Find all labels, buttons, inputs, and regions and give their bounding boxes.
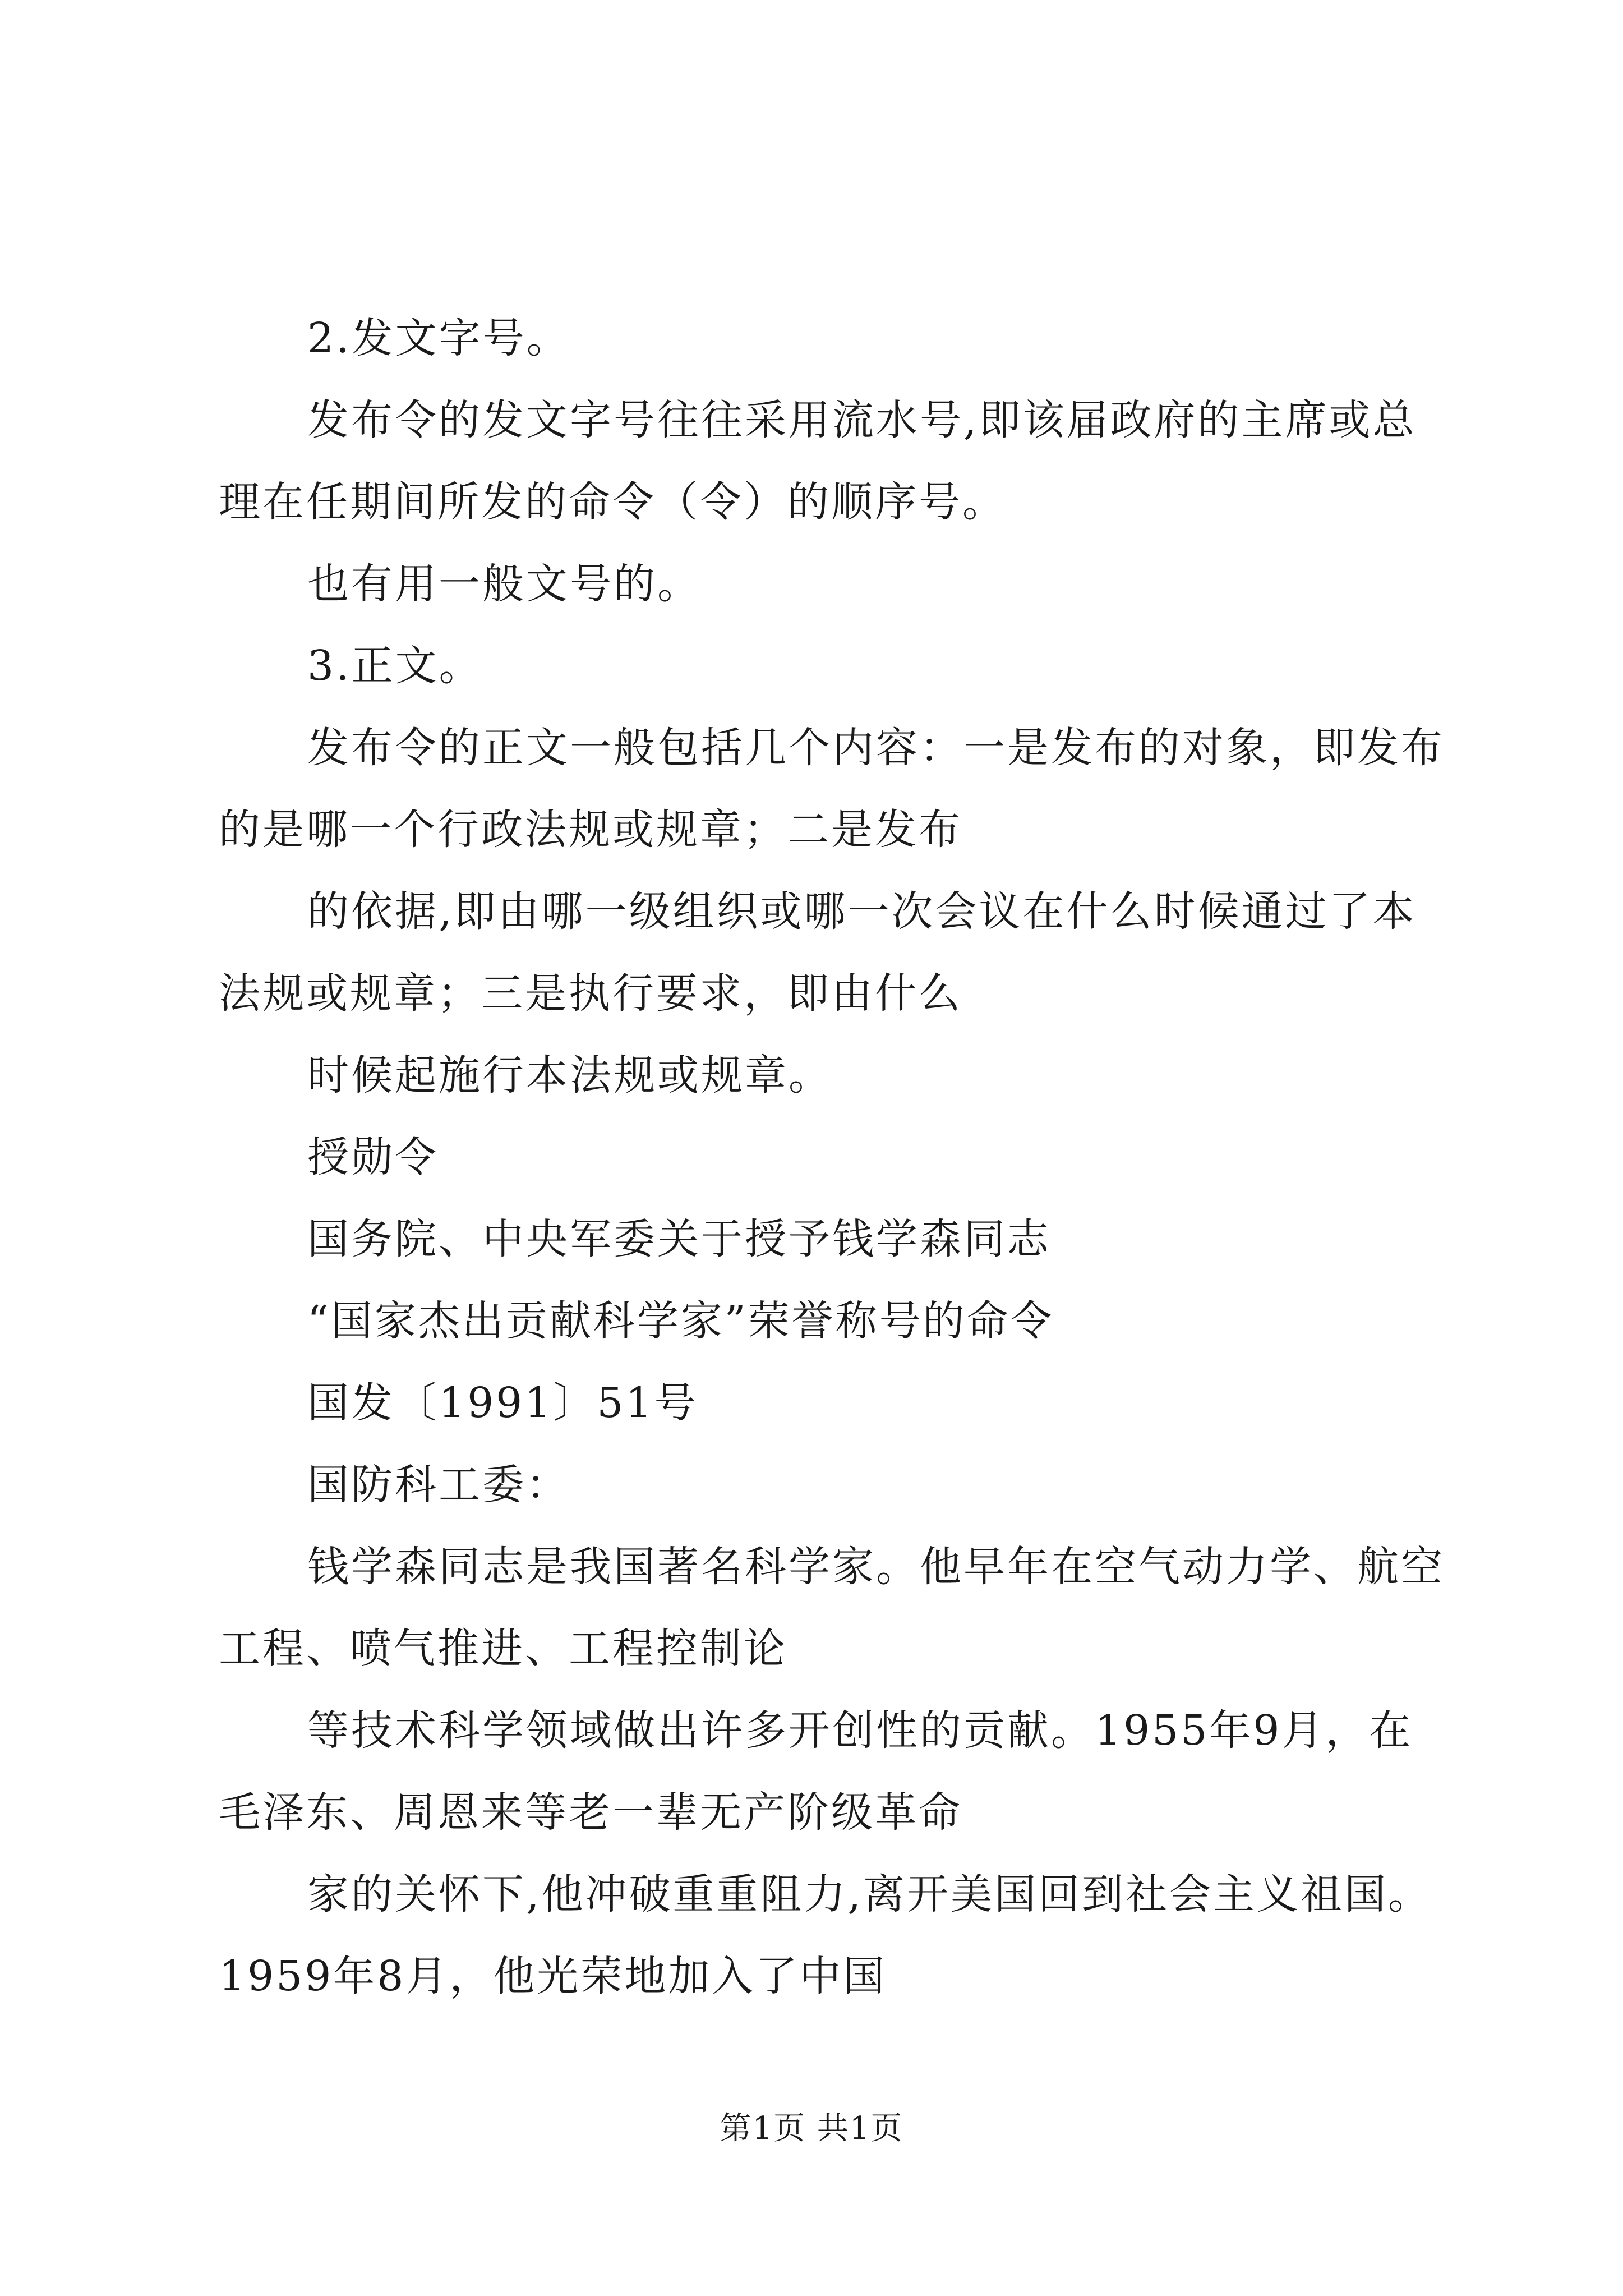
text-line: 也有用一般文号的。 xyxy=(307,560,701,608)
text-line: 家的关怀下,他冲破重重阻力,离开美国回到社会主义祖国。 xyxy=(307,1870,1432,1918)
text-line: 等技术科学领域做出许多开创性的贡献。1955年9月，在 xyxy=(307,1706,1413,1755)
text-line: 发布令的发文字号往往采用流水号,即该届政府的主席或总 xyxy=(307,396,1417,444)
text-line: 的是哪一个行政法规或规章；二是发布 xyxy=(219,806,962,854)
text-line: 工程、喷气推进、工程控制论 xyxy=(219,1625,787,1673)
text-line: 发布令的正文一般包括几个内容：一是发布的对象，即发布 xyxy=(307,724,1445,772)
text-line: 法规或规章；三是执行要求，即由什么 xyxy=(219,969,962,1018)
text-line: 的依据,即由哪一级组织或哪一次会议在什么时候通过了本 xyxy=(307,887,1417,936)
text-line: 授勋令 xyxy=(307,1133,439,1181)
text-line: 时候起施行本法规或规章。 xyxy=(307,1051,832,1099)
text-line: 3.正文。 xyxy=(307,642,483,690)
text-line: 国发〔1991〕51号 xyxy=(307,1379,698,1427)
text-line: 1959年8月，他光荣地加入了中国 xyxy=(219,1952,887,2000)
text-line: 2.发文字号。 xyxy=(307,314,570,362)
page-footer: 第1页 共1页 xyxy=(720,2110,903,2147)
text-line: 国防科工委： xyxy=(307,1461,570,1509)
text-line: 毛泽东、周恩来等老一辈无产阶级革命 xyxy=(219,1788,962,1837)
text-line: 国务院、中央军委关于授予钱学森同志 xyxy=(307,1215,1051,1263)
text-line: 理在任期间所发的命令（令）的顺序号。 xyxy=(219,478,1006,526)
text-line: “国家杰出贡献科学家”荣誉称号的命令 xyxy=(307,1297,1054,1345)
text-line: 钱学森同志是我国著名科学家。他早年在空气动力学、航空 xyxy=(307,1543,1445,1591)
